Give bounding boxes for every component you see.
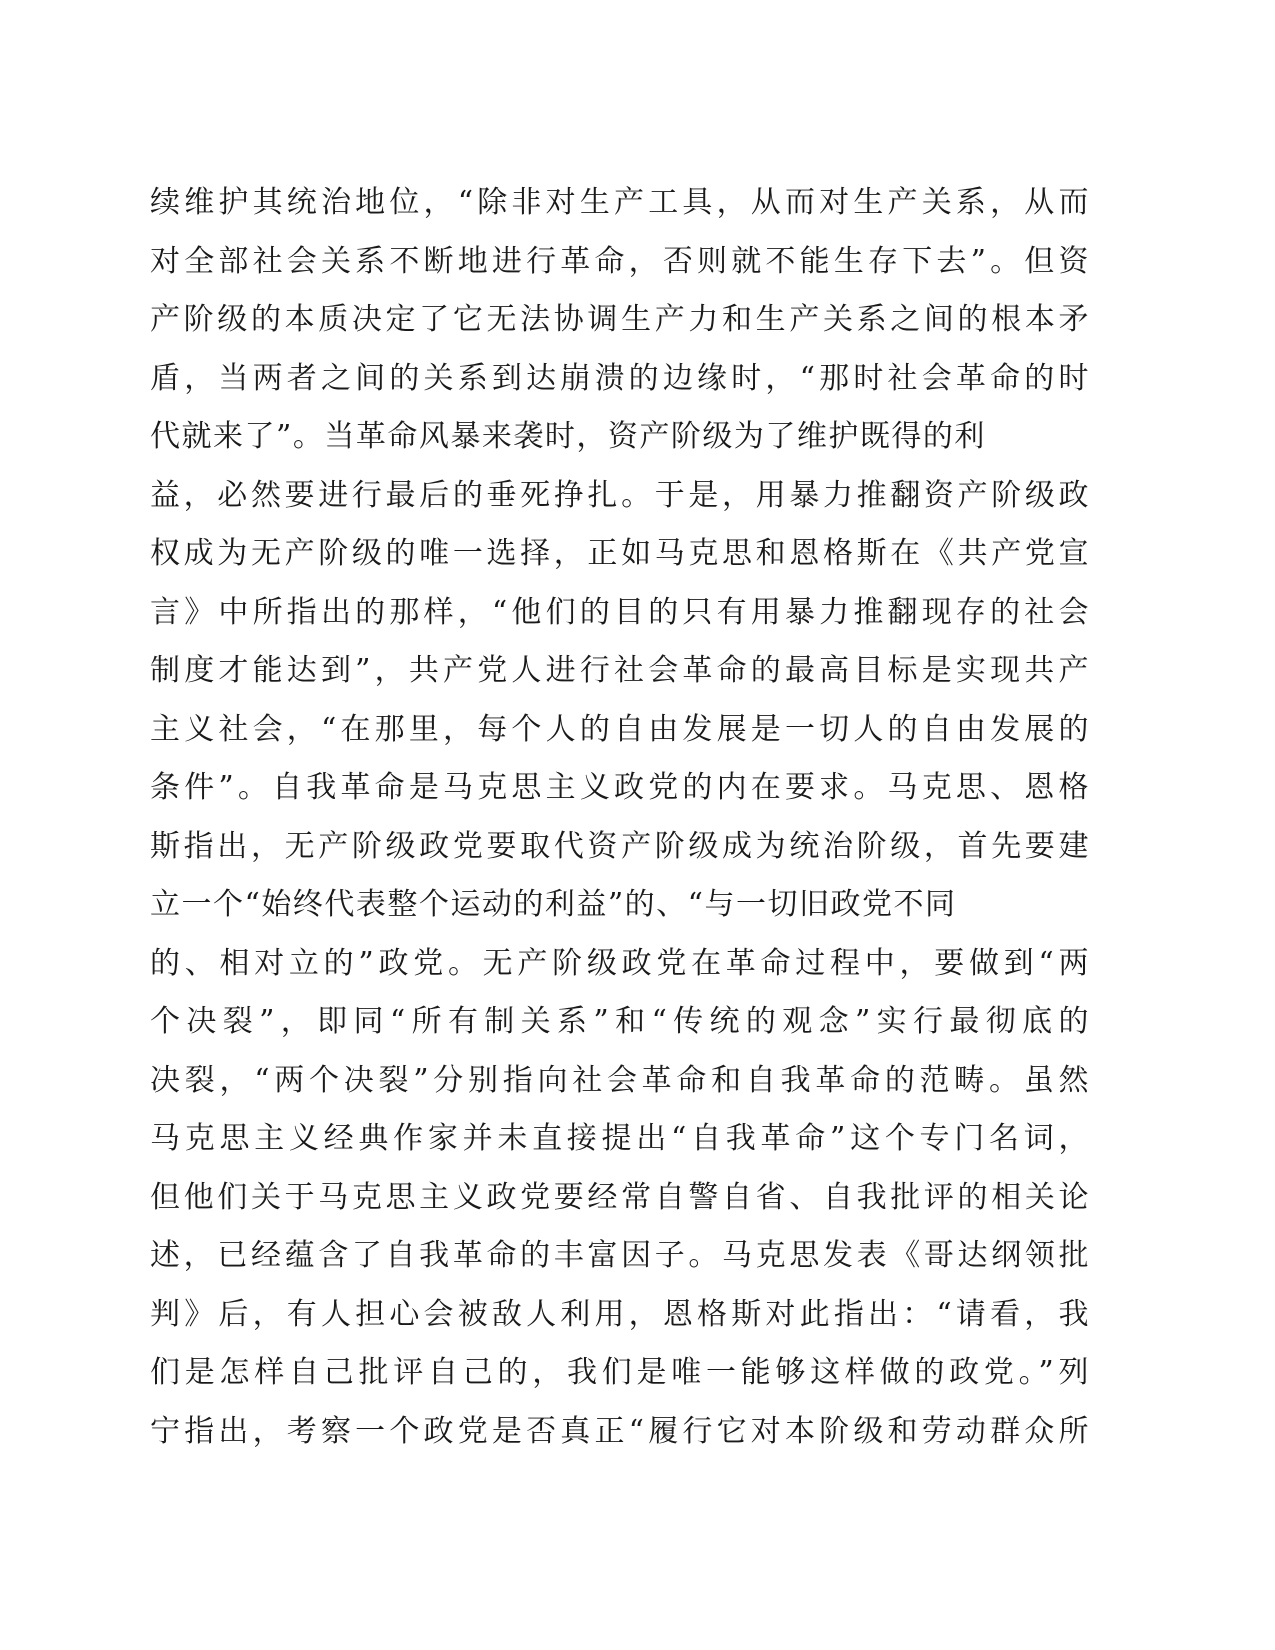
text-line: 斯指出，无产阶级政党要取代资产阶级成为统治阶级，首先要建 — [150, 828, 1090, 864]
text-line: 代就来了”。当革命风暴来袭时，资产阶级为了维护既得的利 — [150, 419, 986, 454]
text-line: 对全部社会关系不断地进行革命，否则就不能生存下去”。但资 — [150, 243, 1090, 279]
text-line: 主义社会，“在那里，每个人的自由发展是一切人的自由发展的 — [150, 711, 1090, 747]
text-line: 判》后，有人担心会被敌人利用，恩格斯对此指出：“请看，我 — [150, 1296, 1090, 1332]
text-line: 产阶级的本质决定了它无法协调生产力和生产关系之间的根本矛 — [150, 302, 1090, 337]
text-line: 权成为无产阶级的唯一选择，正如马克思和恩格斯在《共产党宣 — [150, 536, 1090, 571]
body-paragraph — [150, 181, 1090, 1468]
text-line: 言》中所指出的那样，“他们的目的只有用暴力推翻现存的社会 — [150, 594, 1090, 630]
text-line: 制度才能达到”，共产党人进行社会革命的最高目标是实现共产 — [150, 653, 1090, 688]
text-line: 但他们关于马克思主义政党要经常自警自省、自我批评的相关论 — [150, 1179, 1090, 1215]
text-line: 的、相对立的”政党。无产阶级政党在革命过程中，要做到“两 — [150, 945, 1090, 981]
text-line: 决裂，“两个决裂”分别指向社会革命和自我革命的范畴。虽然 — [150, 1062, 1090, 1098]
text-line: 条件”。自我革命是马克思主义政党的内在要求。马克思、恩格 — [150, 770, 1090, 805]
text-line: 马克思主义经典作家并未直接提出“自我革命”这个专门名词， — [150, 1121, 1090, 1156]
text-line: 宁指出，考察一个政党是否真正“履行它对本阶级和劳动群众所 — [150, 1413, 1090, 1449]
text-line: 续维护其统治地位，“除非对生产工具，从而对生产关系，从而 — [150, 185, 1090, 220]
text-line: 述，已经蕴含了自我革命的丰富因子。马克思发表《哥达纲领批 — [150, 1238, 1090, 1273]
text-line: 们是怎样自己批评自己的，我们是唯一能够这样做的政党。”列 — [150, 1355, 1090, 1390]
text-line: 益，必然要进行最后的垂死挣扎。于是，用暴力推翻资产阶级政 — [150, 477, 1090, 513]
text-line: 个决裂”，即同“所有制关系”和“传统的观念”实行最彻底的 — [150, 1004, 1090, 1039]
text-line: 盾，当两者之间的关系到达崩溃的边缘时，“那时社会革命的时 — [150, 360, 1090, 396]
text-line: 立一个“始终代表整个运动的利益”的、“与一切旧政党不同 — [150, 887, 957, 922]
